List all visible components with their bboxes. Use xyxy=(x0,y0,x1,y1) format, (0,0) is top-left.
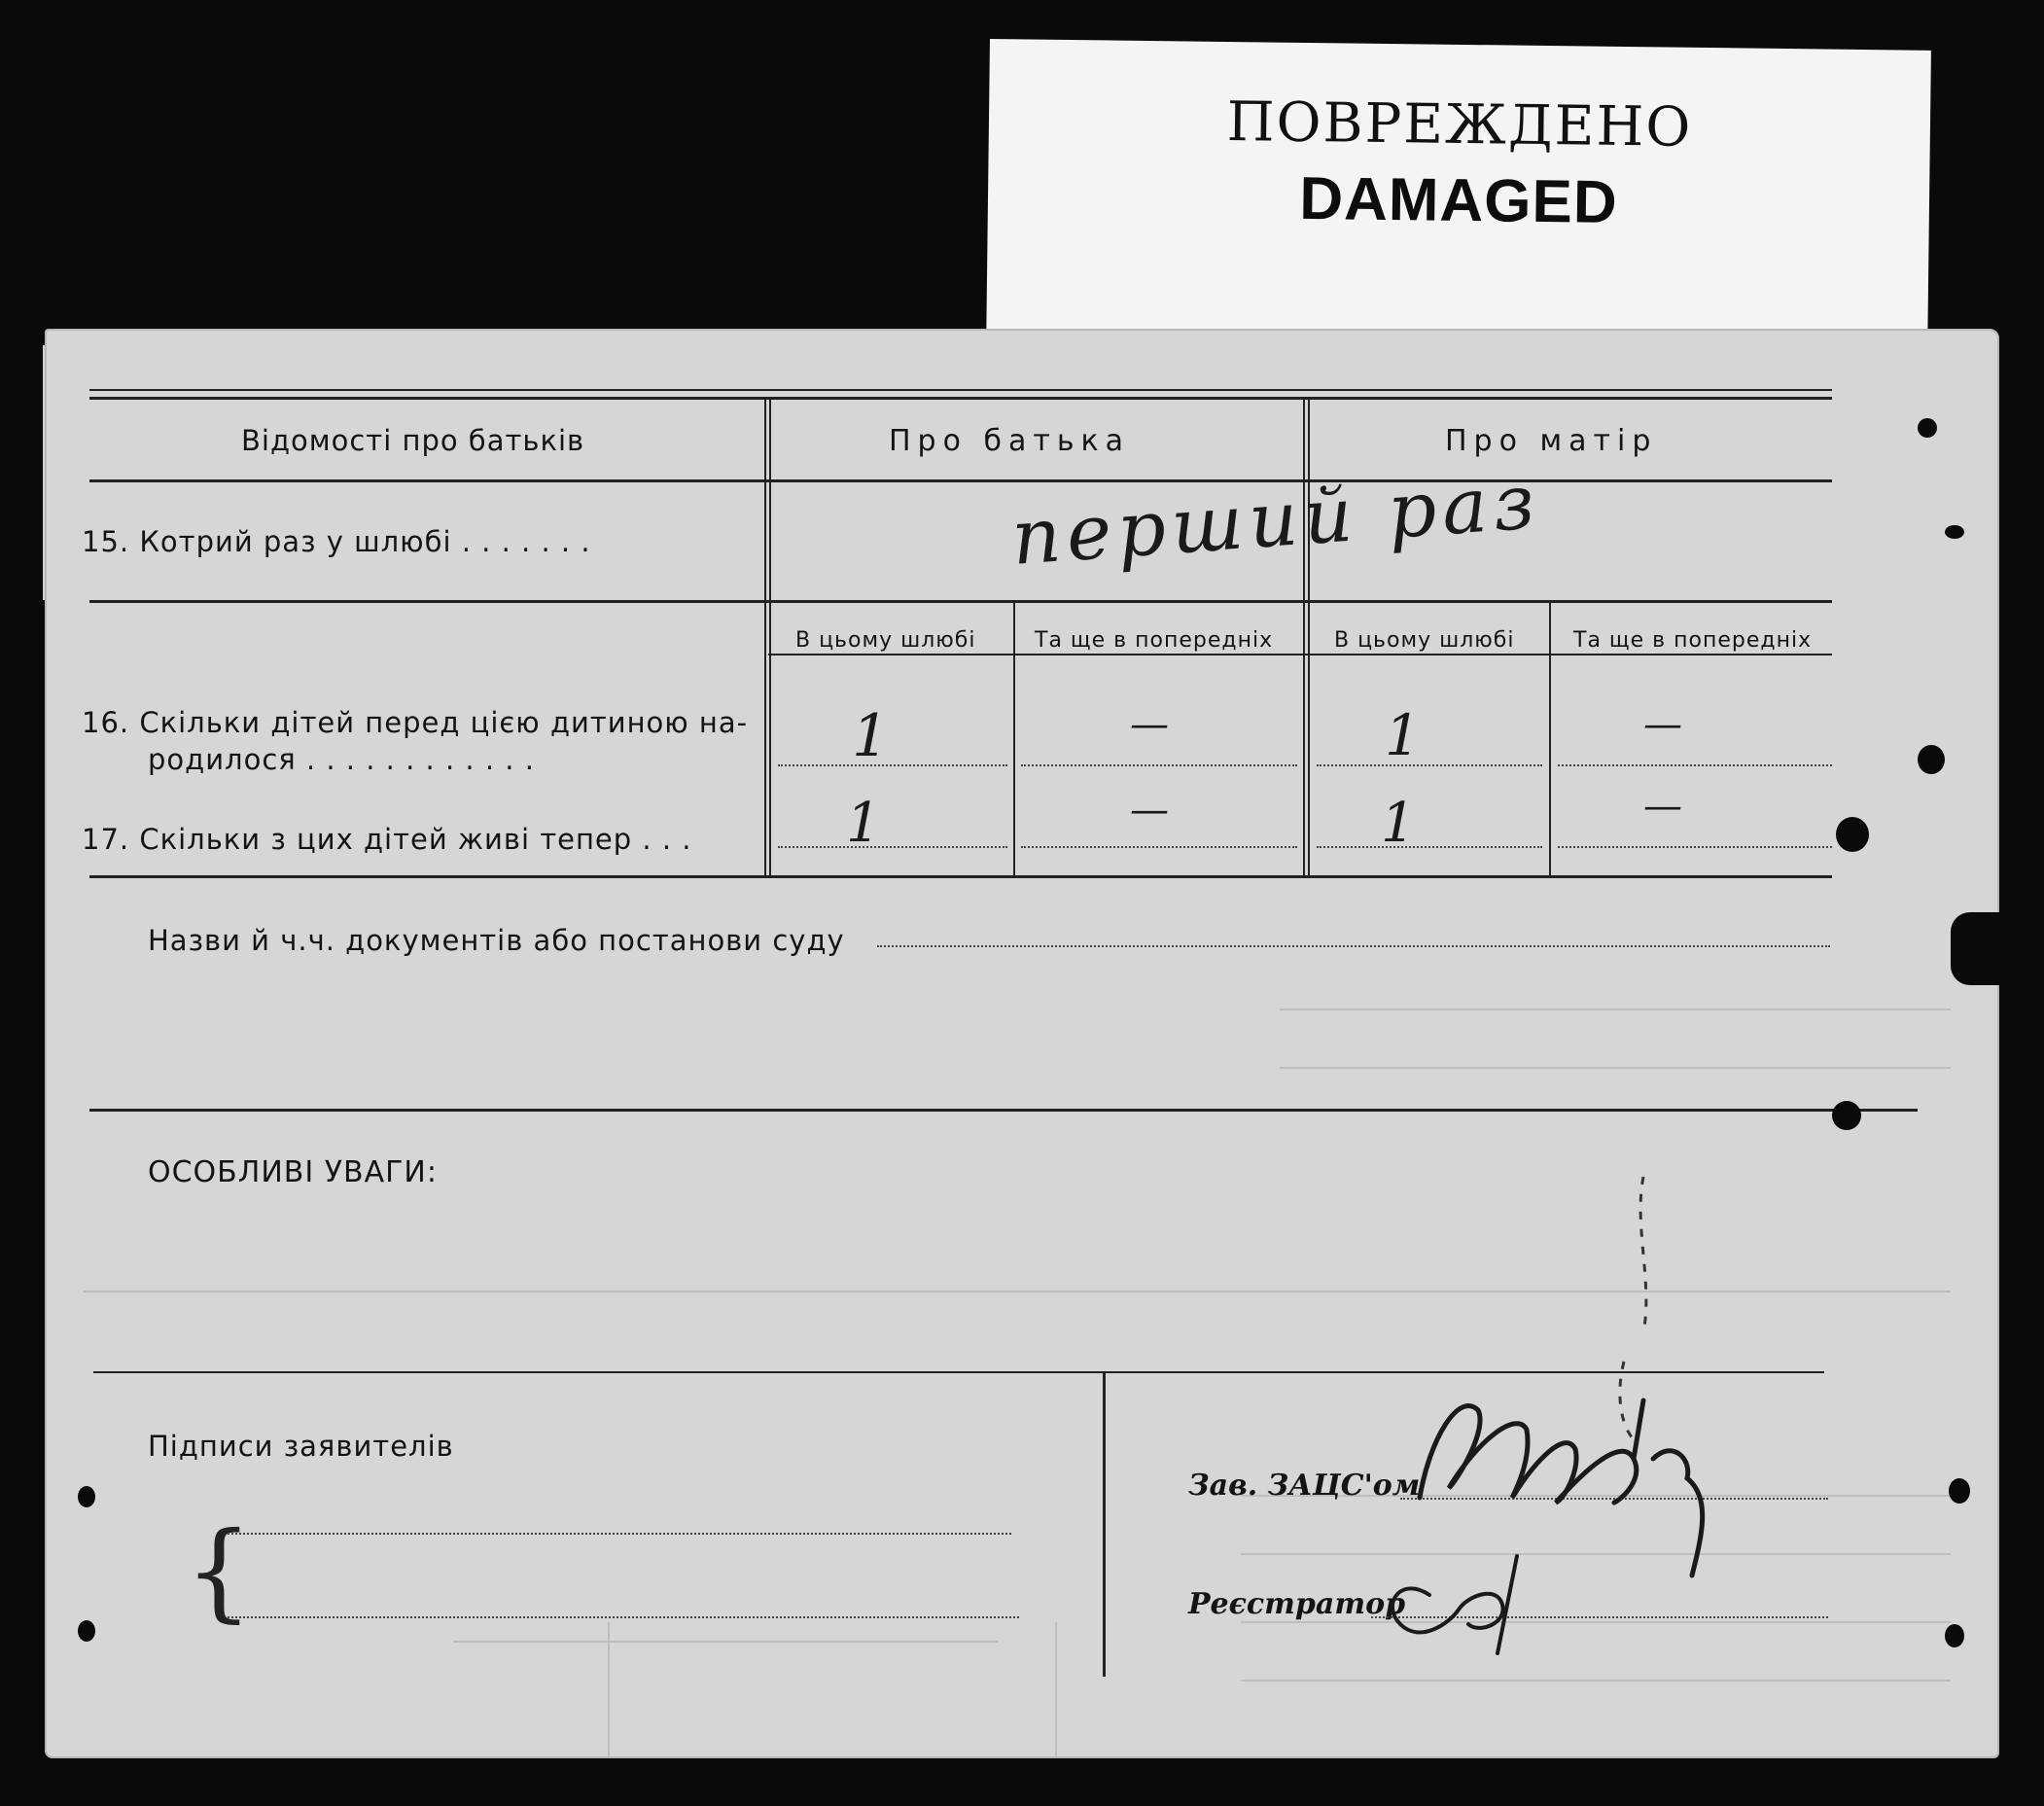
col-divider-1b xyxy=(769,399,771,875)
registrar-label: Реєстратор xyxy=(1188,1587,1406,1621)
row17-mother-this: 1 xyxy=(1381,792,1416,855)
row17-label: 17. Скільки з цих дітей живі тепер . . . xyxy=(82,823,692,856)
row15-label: 15. Котрий раз у шлюбі . . . . . . . xyxy=(82,525,591,558)
documents-label: Назви й ч.ч. документів або постанови суду xyxy=(148,924,845,957)
col-divider-2 xyxy=(1303,399,1305,875)
rule-top-2 xyxy=(89,397,1832,400)
row16-mother-prev: — xyxy=(1643,702,1682,747)
punch-hole-3 xyxy=(1832,1101,1861,1130)
applicants-brace: { xyxy=(185,1508,253,1633)
damaged-label-english: DAMAGED xyxy=(1298,164,1619,236)
punch-hole-4 xyxy=(1918,418,1937,438)
signature-divider xyxy=(1103,1373,1106,1677)
row17-dotline-1 xyxy=(778,846,1007,848)
col-divider-mother-sub xyxy=(1549,603,1551,875)
row16-dotline-1 xyxy=(778,764,1007,766)
applicant-signature-line-1 xyxy=(228,1533,1011,1535)
row17-dotline-4 xyxy=(1558,846,1832,848)
rule-table-bottom xyxy=(89,875,1832,878)
rule-docs-bottom xyxy=(89,1109,1918,1112)
subheader-mother-this-marriage: В цьому шлюбі xyxy=(1334,628,1515,653)
row17-father-prev: — xyxy=(1130,788,1169,832)
rule-row15-bottom xyxy=(89,600,1832,603)
documents-dotline xyxy=(877,945,1830,947)
row17-father-this: 1 xyxy=(846,792,881,855)
col-divider-1 xyxy=(764,399,766,875)
registrar-signature-line xyxy=(1371,1616,1828,1618)
row16-mother-this: 1 xyxy=(1385,702,1421,768)
punch-hole-6 xyxy=(1945,1624,1964,1647)
punch-hole-7 xyxy=(78,1486,95,1507)
head-signature-line xyxy=(1400,1498,1828,1500)
applicant-signature-line-2 xyxy=(228,1616,1019,1618)
col-divider-2b xyxy=(1308,399,1310,875)
head-of-registry-label: Зав. ЗАЦС'ом xyxy=(1188,1469,1421,1503)
row16-label-line2: родилося . . . . . . . . . . . . xyxy=(148,743,535,776)
row17-dotline-3 xyxy=(1317,846,1542,848)
header-parents-info: Відомості про батьків xyxy=(241,424,585,457)
row15-handwritten-answer: перший раз xyxy=(1008,458,1543,583)
row16-father-this: 1 xyxy=(852,702,890,770)
subheader-father-this-marriage: В цьому шлюбі xyxy=(795,628,976,653)
row16-father-prev: — xyxy=(1130,702,1169,747)
punch-hole-1 xyxy=(1836,817,1869,852)
applicants-signatures-label: Підписи заявителів xyxy=(148,1430,454,1463)
rule-subheader-bottom xyxy=(768,654,1832,655)
col-divider-father-sub xyxy=(1013,603,1015,875)
punch-hole-2 xyxy=(1918,745,1945,774)
punch-hole-9 xyxy=(1945,525,1964,539)
row16-label-line1: 16. Скільки дітей перед цією дитиною на- xyxy=(82,706,749,739)
special-notes-label: ОСОБЛИВІ УВАГИ: xyxy=(148,1155,438,1189)
rule-top-1 xyxy=(89,389,1832,391)
rule-notes-bottom xyxy=(93,1371,1824,1373)
punch-hole-5 xyxy=(1949,1478,1970,1504)
row16-dotline-4 xyxy=(1558,764,1832,766)
header-father: Про батька xyxy=(889,424,1131,458)
header-mother: Про матір xyxy=(1445,424,1658,458)
row17-mother-prev: — xyxy=(1643,784,1682,829)
damaged-label-ukrainian: ПОВРЕЖДЕНО xyxy=(1226,89,1693,159)
subheader-mother-also-previous: Та ще в попередніх xyxy=(1573,628,1813,653)
punch-hole-8 xyxy=(78,1620,95,1642)
rule-header-bottom xyxy=(89,479,1832,482)
row16-dotline-2 xyxy=(1021,764,1297,766)
damaged-label-card xyxy=(986,39,1931,372)
row17-dotline-2 xyxy=(1021,846,1297,848)
subheader-father-also-previous: Та ще в попередніх xyxy=(1035,628,1274,653)
row16-dotline-3 xyxy=(1317,764,1542,766)
